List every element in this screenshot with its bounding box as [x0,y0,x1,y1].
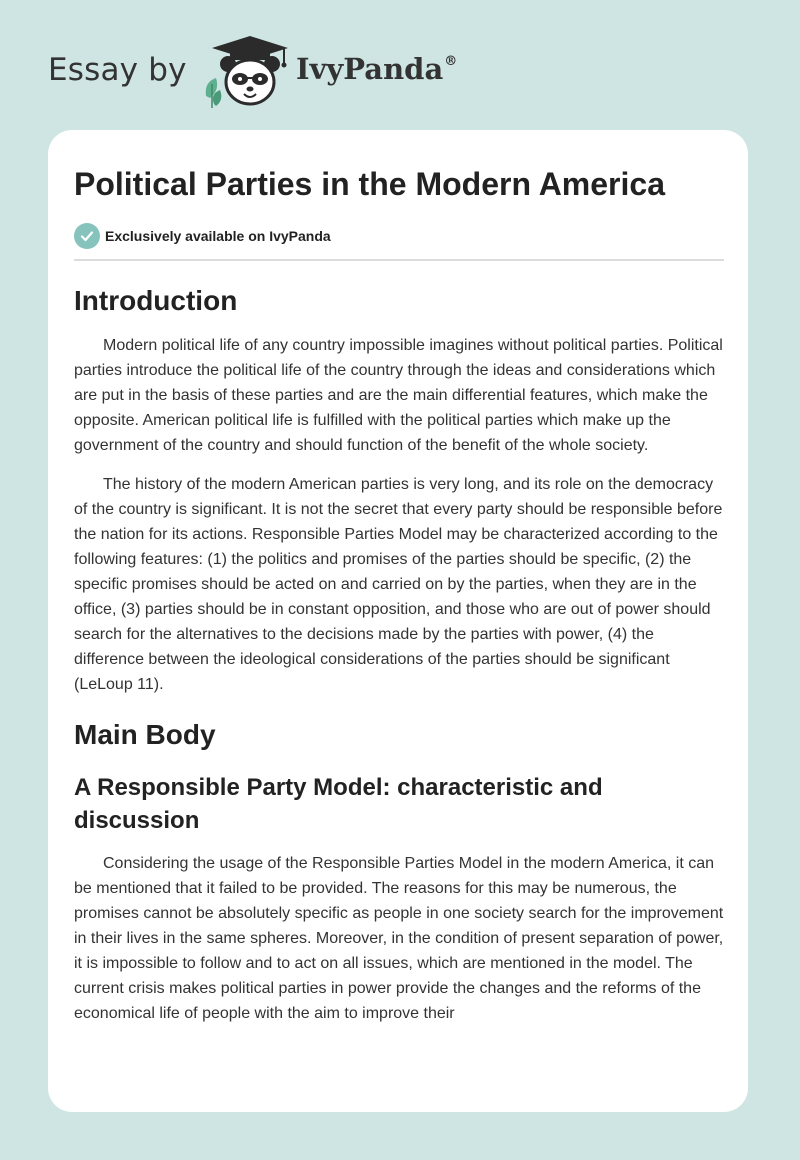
exclusive-badge-text: Exclusively available on IvyPanda [105,228,331,244]
section-heading-introduction: Introduction [74,285,238,316]
section-heading-main-body: Main Body [74,719,216,750]
leaf-icon [206,78,222,108]
essay-by-label: Essay by [48,52,187,88]
essay-content [74,164,724,1026]
paragraph: Considering the usage of the Responsible Parties Model in the modern America, it can be mentioned that it failed to be provided. The reasons for this may be numerous, the promises cannot be absolutely specific as people in one society search for the improvement in their lives in the same spheres. Moreover, in the condition of present separation of power, it is impossible to follow and to act on all issues, which are mentioned in the model. The current crisis makes political parties in power provide the changes and the reforms of the economical life of people with the aim to improve their [74,855,724,1022]
exclusive-badge [74,223,724,249]
paragraph: Modern political life of any country impossible imagines without political parties. Political parties introduce the political life of the country through the ideas and considerations which are put in the basis of these parties and are the main differential features, which make the opposite. American political life is fulfilled with the political parties which make up the government of the country and should function of the benefit of the whole society. [74,337,723,454]
panda-graduate-logo-icon[interactable] [200,34,292,110]
page-title: Political Parties in the Modern America [74,166,665,202]
check-circle-icon [74,223,100,249]
divider [74,259,724,261]
site-header [48,34,548,114]
brand-name[interactable]: IvyPanda® [296,52,458,86]
subsection-heading: A Responsible Party Model: characteristic and discussion [74,774,603,834]
essay-card [48,130,748,1112]
paragraph: The history of the modern American parties is very long, and its role on the democracy of the country is significant. It is not the secret that every party should be responsible before the nation for its actions. Responsible Parties Model may be characterized according to the following features: (1) the politics and promises of the parties should be specific, (2) the specific promises should be acted on and carried on by the parties, when they are in the office, (3) parties should be in constant opposition, and those who are out of power should search for the alternatives to the decisions made by the parties with power, (4) the difference between the ideological considerations of the parties should be significant (LeLoup 11). [74,476,723,693]
